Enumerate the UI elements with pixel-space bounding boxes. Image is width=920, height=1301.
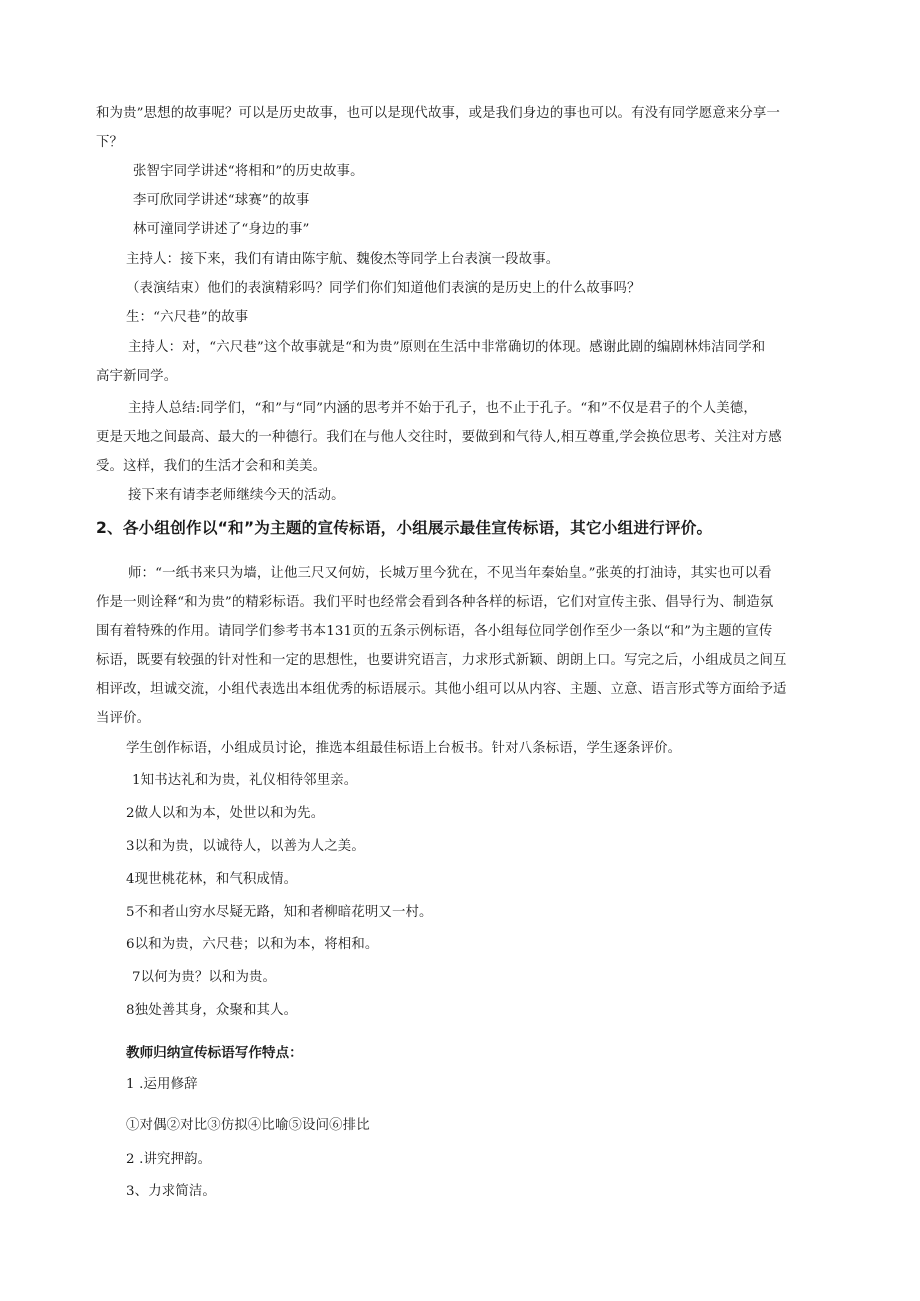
host-reply-line2: 高宇新同学。 — [96, 369, 178, 384]
slogan-item-1: 1知书达礼和为贵，礼仪相待邻里亲。 — [132, 773, 358, 788]
slogan-item-8: 8独处善其身，众聚和其人。 — [126, 1003, 298, 1018]
host-summary-line3: 受。这样，我们的生活才会和和美美。 — [96, 459, 327, 474]
host-summary-line2: 更是天地之间最高、最大的一种德行。我们在与他人交往时，要做到和气待人,相互尊重,学会换位思考、关注对方感 — [96, 430, 782, 445]
student-answer-line: 生：“六尺巷”的故事 — [126, 310, 249, 325]
slogan-item-5: 5不和者山穷水尽疑无路，知和者柳暗花明又一村。 — [126, 905, 433, 920]
performance-end-line: （表演结束）他们的表演精彩吗？同学们你们知道他们表演的是历史上的什么故事吗？ — [126, 281, 641, 296]
slogan-item-7: 7以何为贵？以和为贵。 — [132, 970, 277, 985]
student-create-line: 学生创作标语，小组成员讨论，推选本组最佳标语上台板书。针对八条标语，学生逐条评价。 — [126, 741, 682, 756]
host-next-line: 主持人：接下来，我们有请由陈宇航、魏俊杰等同学上台表演一段故事。 — [126, 252, 560, 267]
invite-teacher-line: 接下来有请李老师继续今天的活动。 — [128, 488, 345, 503]
rhetoric-list: ①对偶②对比③仿拟④比喻⑤设问⑥排比 — [126, 1118, 370, 1133]
teacher-para-line4: 标语，既要有较强的针对性和一定的思想性，也要讲究语言，力求形式新颖、朗朗上口。写完之后，小组成员之间互 — [96, 653, 787, 668]
story-item-2: 李可欣同学讲述“球赛”的故事 — [133, 193, 310, 208]
teacher-para-line3: 围有着特殊的作用。请同学们参考书本131页的五条示例标语，各小组每位同学创作至少一条以“和”为主题的宣传 — [96, 624, 773, 639]
paragraph-intro-line2: 下？ — [96, 135, 124, 150]
teacher-para-line5: 相评改，坦诚交流，小组代表选出本组优秀的标语展示。其他小组可以从内容、主题、立意、语言形式等方面给予适 — [96, 682, 787, 697]
slogan-item-3: 3以和为贵，以诚待人，以善为人之美。 — [126, 839, 365, 854]
point-2: 2 .讲究押韵。 — [126, 1152, 212, 1167]
host-reply-line1: 主持人：对，“六尺巷”这个故事就是“和为贵”原则在生活中非常确切的体现。感谢此剧的编剧林炜洁同学和 — [128, 340, 766, 355]
teacher-para-line6: 当评价。 — [96, 711, 151, 726]
host-summary-line1: 主持人总结:同学们，“和”与“同”内涵的思考并不始于孔子，也不止于孔子。“和”不仅是君子的个人美德， — [128, 401, 757, 416]
slogan-item-2: 2做人以和为本，处世以和为先。 — [126, 806, 325, 821]
teacher-para-line2: 作是一则诠释“和为贵”的精彩标语。我们平时也经常会看到各种各样的标语，它们对宣传主张、倡导行为、制造氛 — [96, 595, 774, 610]
slogan-item-4: 4现世桃花林，和气积成情。 — [126, 872, 298, 887]
paragraph-intro-line1: 和为贵”思想的故事呢？可以是历史故事，也可以是现代故事，或是我们身边的事也可以。有没有同学愿意来分享一 — [96, 106, 781, 121]
story-item-3: 林可潼同学讲述了“身边的事” — [133, 222, 310, 237]
teacher-para-line1: 师：“一纸书来只为墙，让他三尺又何妨，长城万里今犹在，不见当年秦始皇。”张英的打油诗，其实也可以看 — [128, 566, 772, 581]
story-item-1: 张智宇同学讲述“将相和”的历史故事。 — [133, 164, 364, 179]
summary-title: 教师归纳宣传标语写作特点： — [126, 1045, 303, 1061]
point-3: 3、力求简洁。 — [126, 1184, 216, 1199]
slogan-item-6: 6以和为贵，六尺巷；以和为本，将相和。 — [126, 937, 379, 952]
point-1: 1 .运用修辞 — [126, 1077, 198, 1092]
section-2-heading: 2、各小组创作以“和”为主题的宣传标语，小组展示最佳宣传标语，其它小组进行评价。 — [96, 519, 713, 537]
